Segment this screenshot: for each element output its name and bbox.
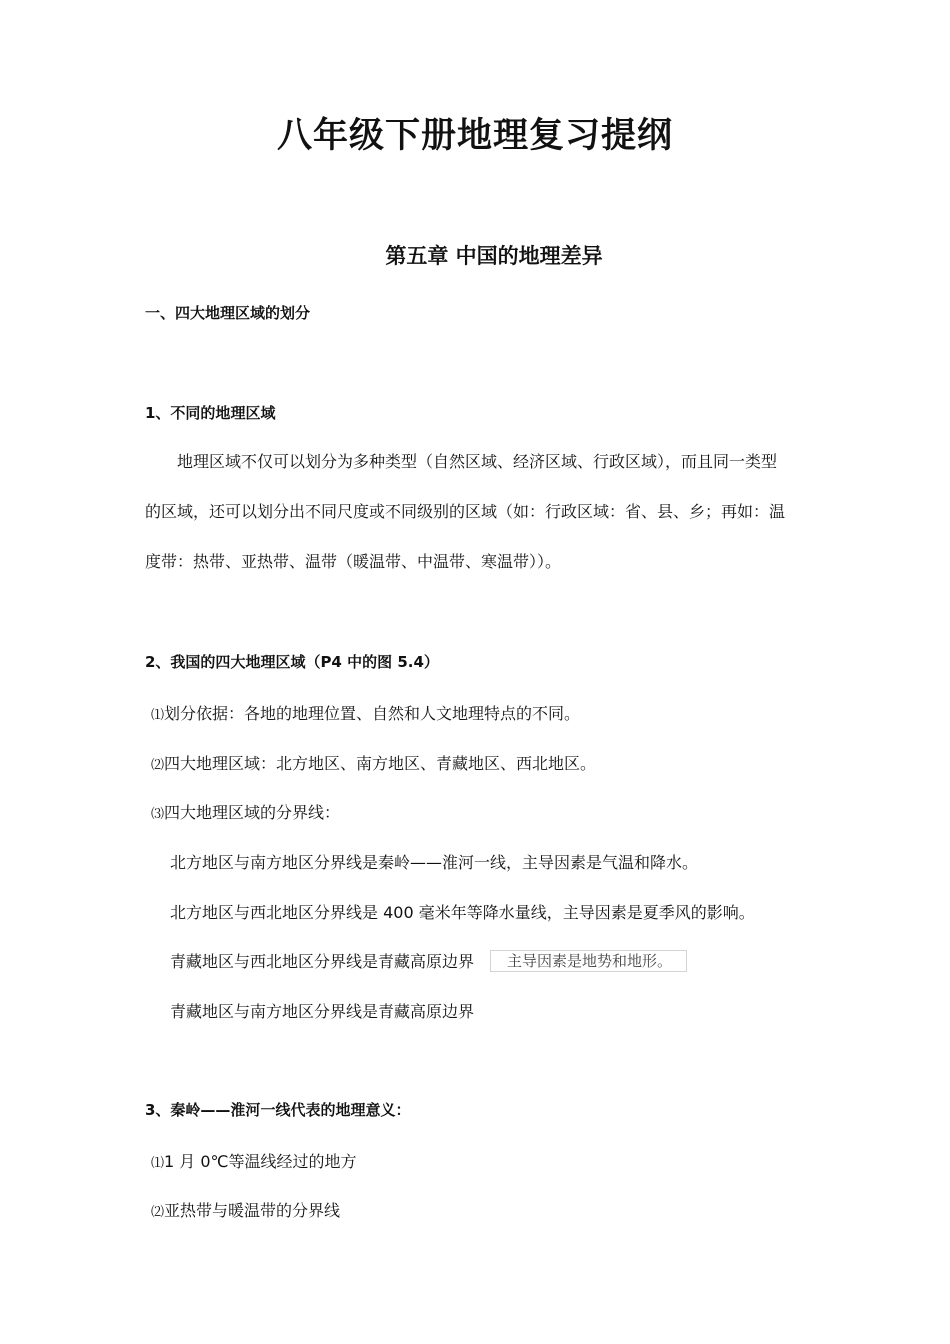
part1-paragraph-line-1: 地理区域不仅可以划分为多种类型（自然区域、经济区域、行政区域），而且同一类型 <box>145 452 778 471</box>
list-item-text: 亚热带与暖温带的分界线 <box>164 1201 341 1220</box>
boundary-line-3: 青藏地区与西北地区分界线是青藏高原边界 <box>170 952 475 971</box>
section-heading: 一、四大地理区域的划分 <box>145 304 311 322</box>
list-item-text: 四大地理区域：北方地区、南方地区、青藏地区、西北地区。 <box>164 754 597 773</box>
list-item <box>151 701 580 724</box>
list-item <box>151 751 596 774</box>
chapter-title: 第五章 中国的地理差异 <box>385 244 603 268</box>
part1-paragraph-line-2: 的区域，还可以划分出不同尺度或不同级别的区域（如：行政区域：省、县、乡；再如：温 <box>145 502 786 521</box>
page-title: 八年级下册地理复习提纲 <box>276 116 673 156</box>
part3-heading: 3、秦岭——淮河一线代表的地理意义： <box>145 1101 411 1119</box>
list-item-number: ⑶ <box>151 807 165 822</box>
list-item-text: 四大地理区域的分界线： <box>164 803 341 822</box>
part2-heading: 2、我国的四大地理区域（P4 中的图 5.4） <box>145 653 439 671</box>
list-item-number: ⑴ <box>151 708 165 723</box>
list-item <box>151 1198 340 1221</box>
part1-heading: 1、不同的地理区域 <box>145 404 276 422</box>
list-item-text: 1 月 0℃等温线经过的地方 <box>164 1152 357 1171</box>
list-item-number: ⑵ <box>151 758 165 773</box>
boundary-line-2: 北方地区与西北地区分界线是 400 毫米年等降水量线，主导因素是夏季风的影响。 <box>170 903 755 922</box>
list-item <box>151 1149 357 1172</box>
boundary-line-1: 北方地区与南方地区分界线是秦岭——淮河一线，主导因素是气温和降水。 <box>170 853 699 872</box>
list-item-text: 划分依据：各地的地理位置、自然和人文地理特点的不同。 <box>164 704 581 723</box>
list-item-number: ⑵ <box>151 1205 165 1220</box>
list-item <box>151 800 340 823</box>
part1-paragraph-line-3: 度带：热带、亚热带、温带（暖温带、中温带、寒温带））。 <box>145 552 562 571</box>
list-item-number: ⑴ <box>151 1156 165 1171</box>
boundary-line-4: 青藏地区与南方地区分界线是青藏高原边界 <box>170 1002 475 1021</box>
boundary-note-box: 主导因素是地势和地形。 <box>490 950 687 972</box>
